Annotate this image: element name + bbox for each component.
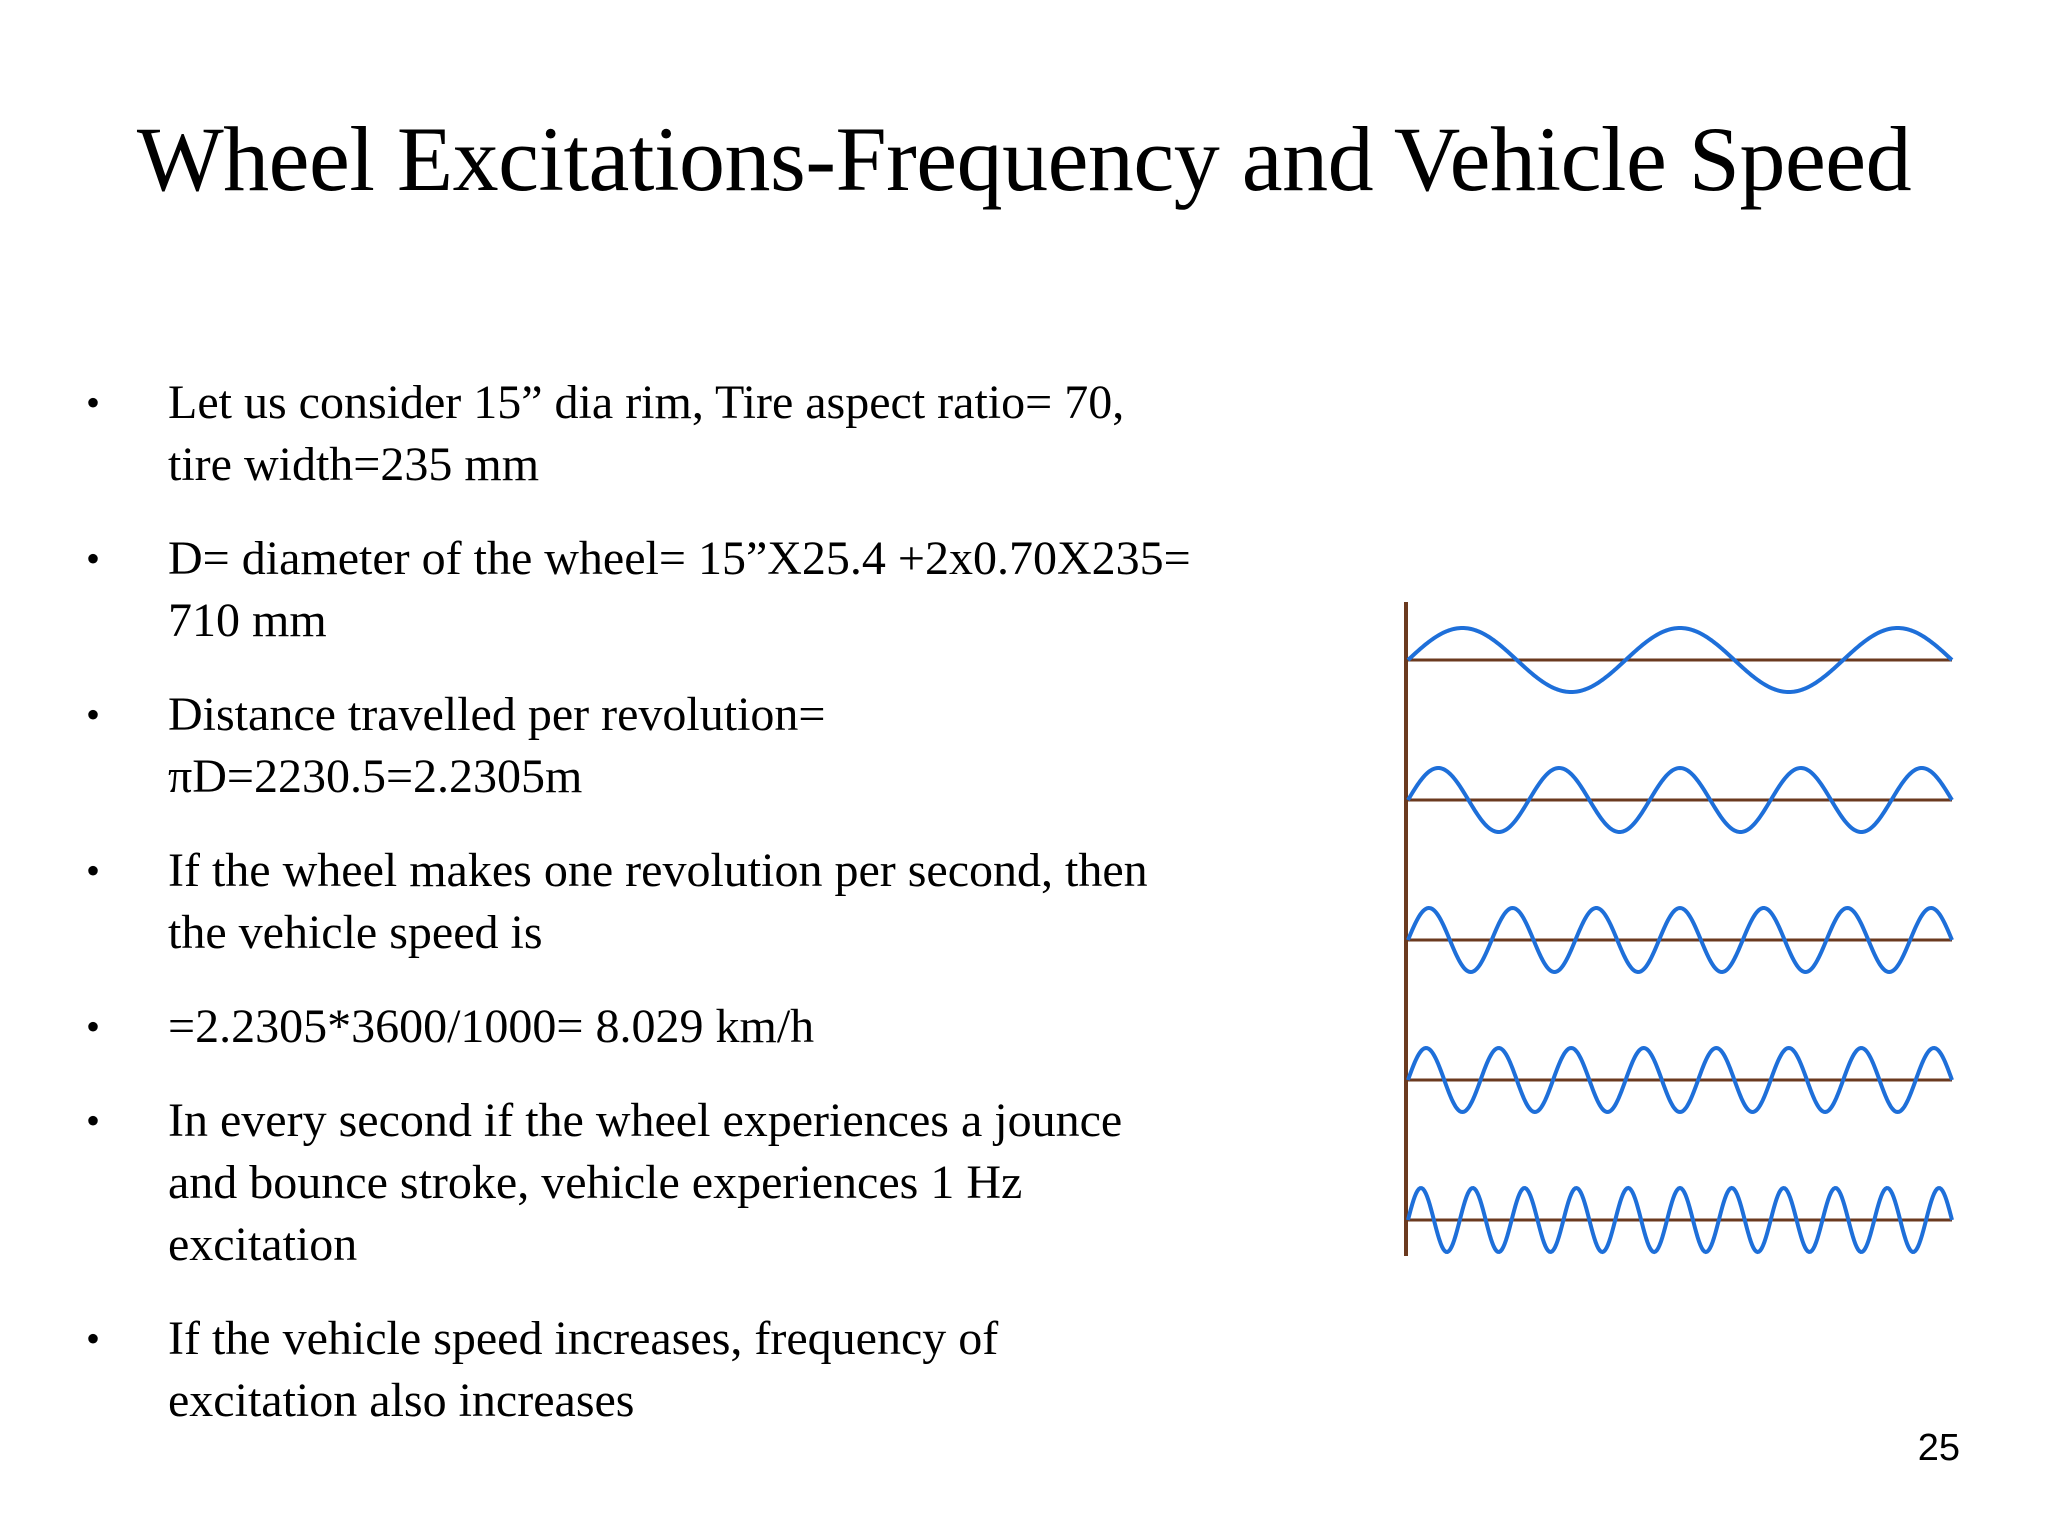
bullet-item	[84, 684, 1284, 808]
bullet-list	[84, 372, 1284, 1464]
bullet-item	[84, 840, 1284, 964]
bullet-text: D= diameter of the wheel= 15”X25.4 +2x0.70X235= 710 mm	[168, 532, 1191, 647]
bullet-marker: •	[86, 1316, 101, 1361]
page-number: 25	[1917, 1427, 1960, 1469]
bullet-item	[84, 1090, 1284, 1276]
bullet-text: In every second if the wheel experiences a jounce and bounce stroke, vehicle experiences 1 Hz excitation	[168, 1094, 1123, 1271]
bullet-text: If the vehicle speed increases, frequency of excitation also increases	[168, 1312, 999, 1427]
bullet-marker: •	[86, 692, 101, 737]
bullet-text: Distance travelled per revolution= πD=2230.5=2.2305m	[168, 688, 826, 803]
bullet-item	[84, 372, 1284, 496]
bullet-marker: •	[86, 380, 101, 425]
bullet-item	[84, 1308, 1284, 1432]
bullet-marker: •	[86, 536, 101, 581]
bullet-item	[84, 996, 1284, 1058]
frequency-waves-figure	[1400, 592, 1960, 1262]
bullet-marker: •	[86, 1004, 101, 1049]
bullet-item	[84, 528, 1284, 652]
bullet-marker: •	[86, 848, 101, 893]
bullet-marker: •	[86, 1098, 101, 1143]
slide-title: Wheel Excitations-Frequency and Vehicle Speed	[136, 108, 1912, 210]
bullet-text: =2.2305*3600/1000= 8.029 km/h	[168, 1000, 815, 1053]
bullet-text: If the wheel makes one revolution per second, then the vehicle speed is	[168, 844, 1148, 959]
bullet-text: Let us consider 15” dia rim, Tire aspect ratio= 70, tire width=235 mm	[168, 376, 1125, 491]
